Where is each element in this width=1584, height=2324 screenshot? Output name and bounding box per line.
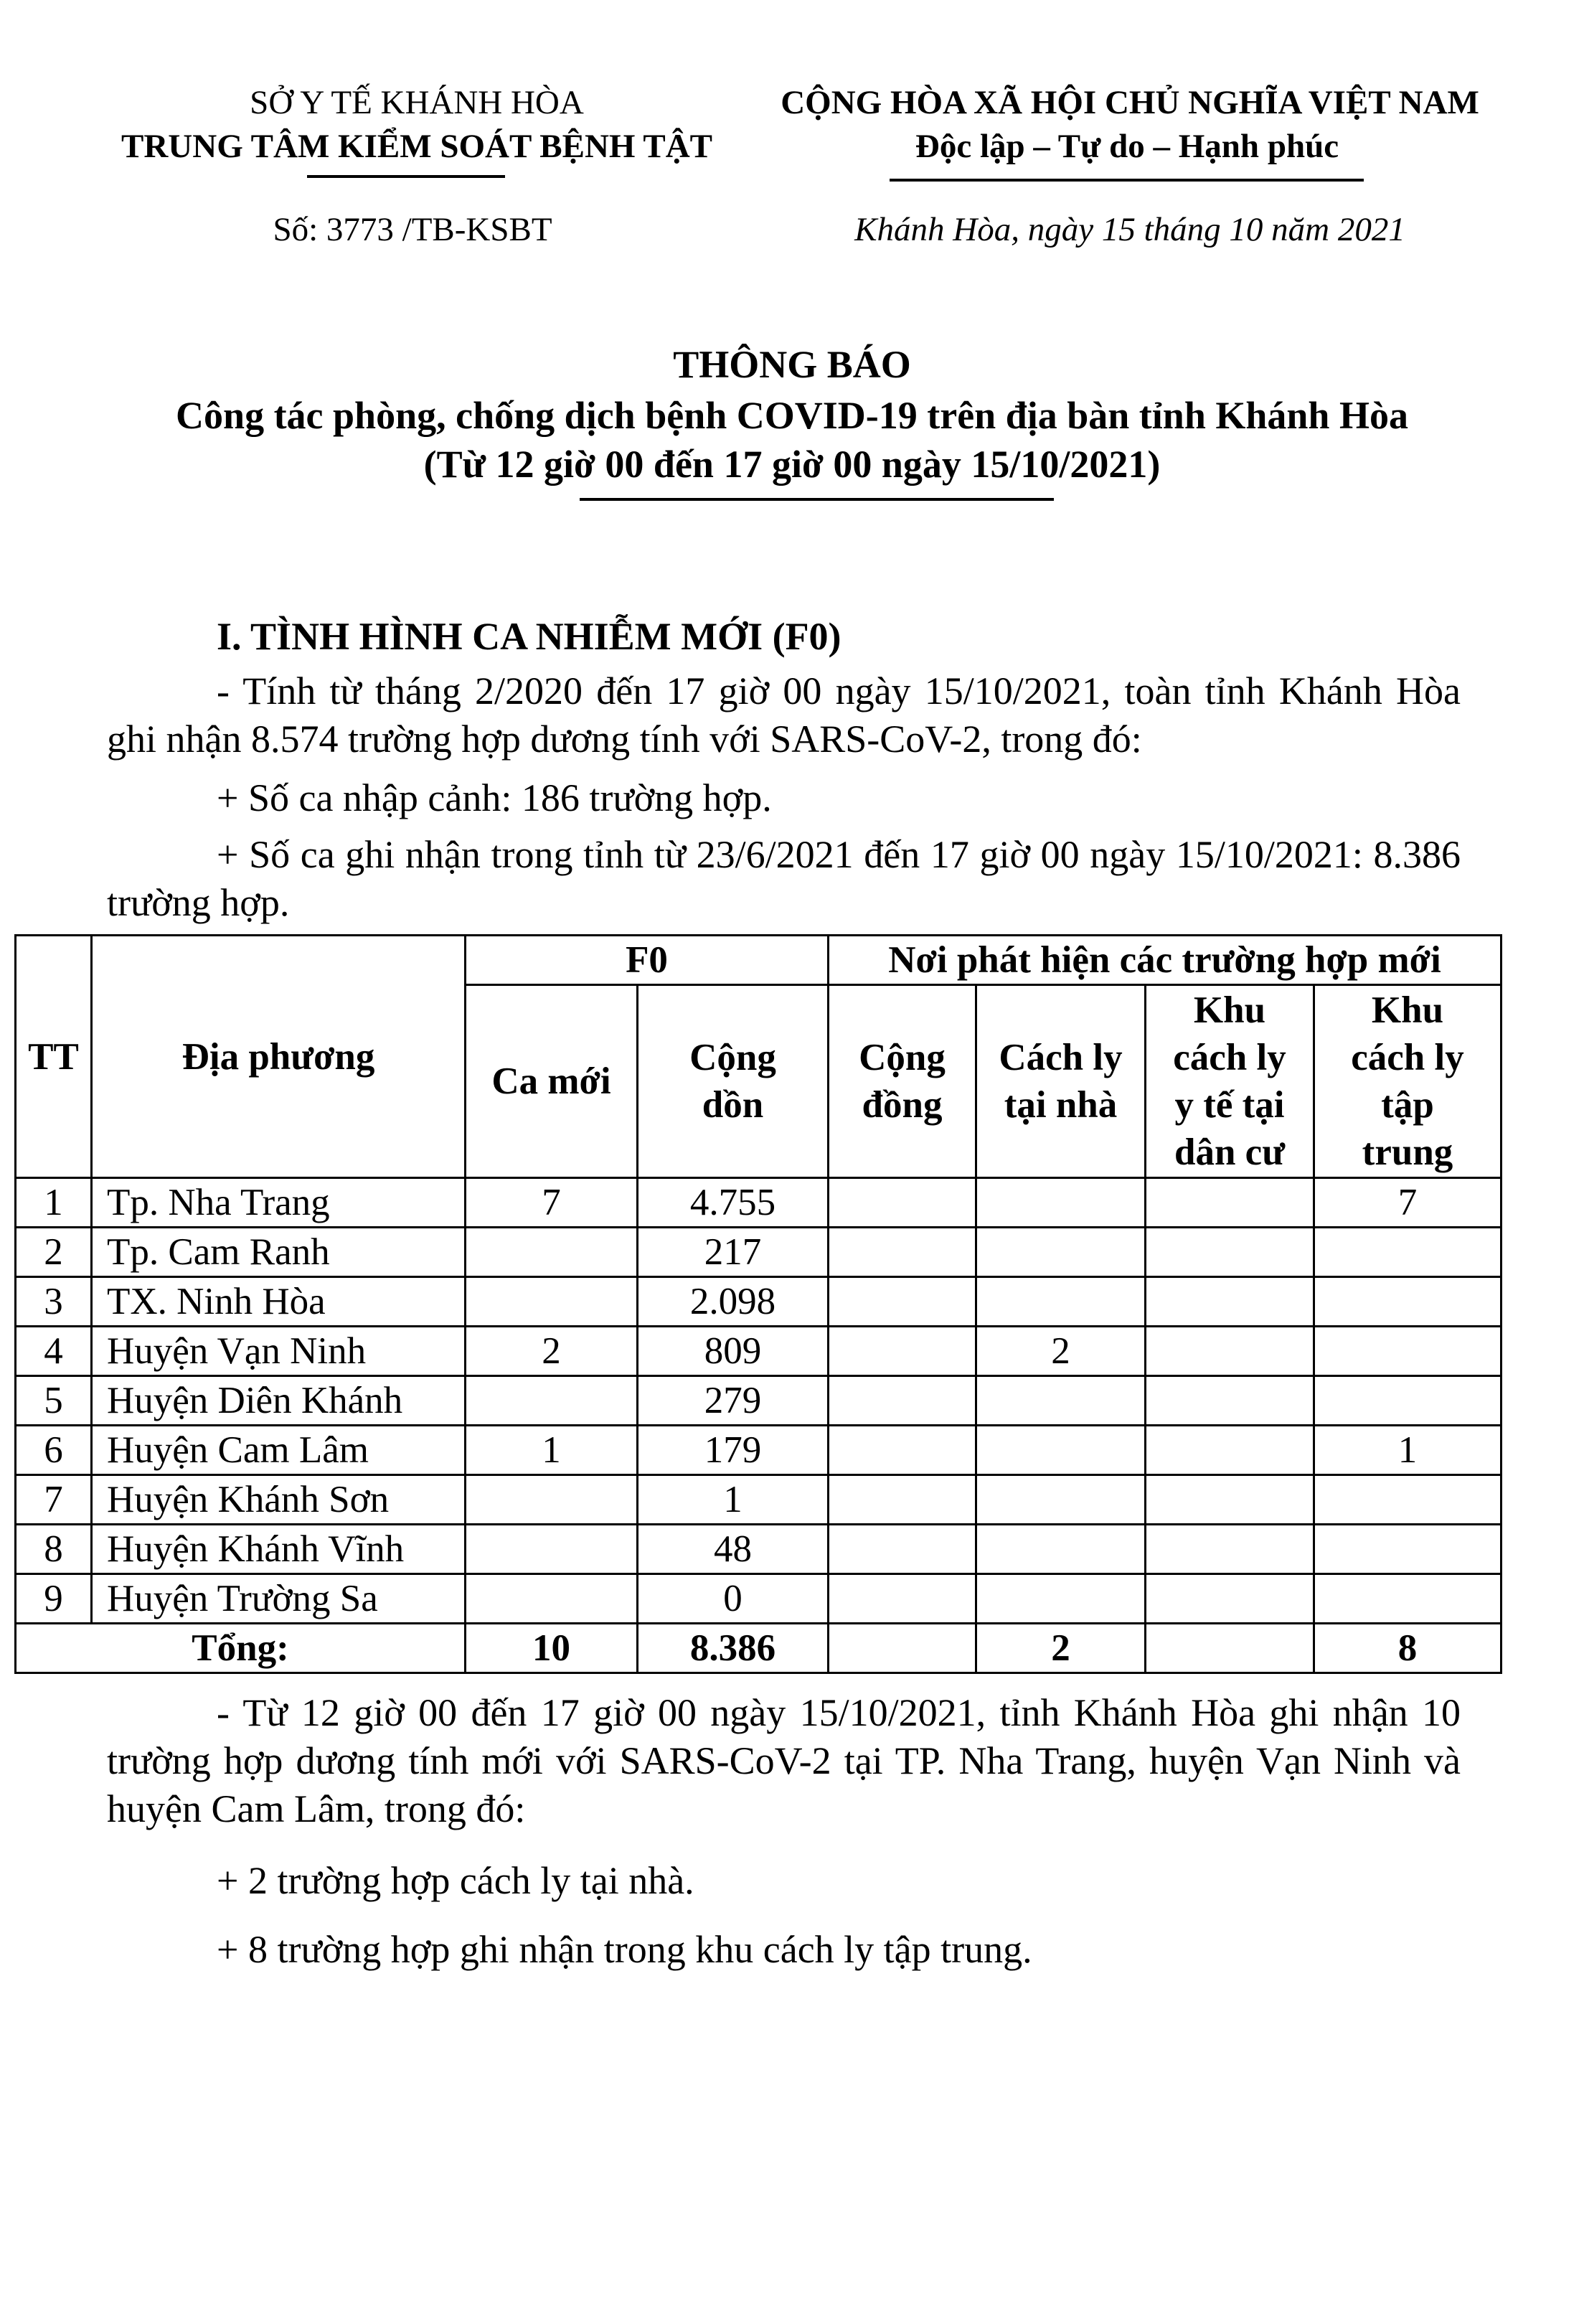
- cell-central: [1314, 1376, 1502, 1426]
- cell-cum: 0: [638, 1574, 829, 1624]
- cell-cum: 217: [638, 1228, 829, 1277]
- cell-central: [1314, 1574, 1502, 1624]
- cell-new: 7: [466, 1178, 638, 1228]
- cell-community: [829, 1376, 976, 1426]
- cell-name: Huyện Trường Sa: [92, 1574, 466, 1624]
- cell-medical: [1146, 1475, 1314, 1525]
- cell-cum: 179: [638, 1426, 829, 1475]
- cell-tt: 7: [16, 1475, 92, 1525]
- cell-cum: 1: [638, 1475, 829, 1525]
- cell-central: [1314, 1277, 1502, 1327]
- total-medical: [1146, 1624, 1314, 1673]
- cell-home: [976, 1525, 1146, 1574]
- cell-home: [976, 1376, 1146, 1426]
- cell-new: [466, 1574, 638, 1624]
- paragraph-home-isolation: [107, 1857, 1461, 1905]
- table-row: [16, 1525, 1502, 1574]
- cell-cum: 809: [638, 1327, 829, 1376]
- table-row: [16, 1426, 1502, 1475]
- total-community: [829, 1624, 976, 1673]
- cell-home: [976, 1574, 1146, 1624]
- paragraph-imported-cases: [107, 774, 1461, 822]
- table-row: [16, 1277, 1502, 1327]
- cell-home: [976, 1475, 1146, 1525]
- header-new-cases: Ca mới: [466, 985, 638, 1178]
- paragraph-text: + 8 trường hợp ghi nhận trong khu cách ly tập trung.: [217, 1928, 1032, 1971]
- document-period: (Từ 12 giờ 00 đến 17 giờ 00 ngày 15/10/2021): [423, 443, 1161, 486]
- cell-name: Huyện Cam Lâm: [92, 1426, 466, 1475]
- cell-cum: 4.755: [638, 1178, 829, 1228]
- table-row: [16, 1327, 1502, 1376]
- header-cumulative: Cộng dồn: [638, 985, 829, 1178]
- place-and-date: Khánh Hòa, ngày 15 tháng 10 năm 2021: [854, 211, 1405, 248]
- table-total-row: [16, 1624, 1502, 1673]
- table-row: [16, 1376, 1502, 1426]
- cell-community: [829, 1178, 976, 1228]
- cell-tt: 2: [16, 1228, 92, 1277]
- header-central-isolation: Khu cách ly tập trung: [1314, 985, 1502, 1178]
- cell-medical: [1146, 1277, 1314, 1327]
- cell-central: [1314, 1228, 1502, 1277]
- cell-tt: 6: [16, 1426, 92, 1475]
- cell-community: [829, 1228, 976, 1277]
- cell-home: [976, 1426, 1146, 1475]
- cell-community: [829, 1277, 976, 1327]
- cell-new: [466, 1525, 638, 1574]
- cell-name: Huyện Vạn Ninh: [92, 1327, 466, 1376]
- cell-community: [829, 1475, 976, 1525]
- cell-home: 2: [976, 1327, 1146, 1376]
- cell-new: [466, 1475, 638, 1525]
- cell-home: [976, 1178, 1146, 1228]
- header-f0-group: F0: [466, 936, 829, 985]
- header-community: Cộng đồng: [829, 985, 976, 1178]
- paragraph-text: + Số ca ghi nhận trong tỉnh từ 23/6/2021 đến 17 giờ 00 ngày 15/10/2021: 8.386 trường hợp.: [107, 833, 1461, 924]
- right-header-underline: [890, 179, 1364, 182]
- cell-tt: 5: [16, 1376, 92, 1426]
- paragraph-local-cases: [107, 831, 1461, 927]
- document-subtitle: Công tác phòng, chống dịch bệnh COVID-19 trên địa bàn tỉnh Khánh Hòa: [176, 394, 1408, 437]
- cell-tt: 9: [16, 1574, 92, 1624]
- cell-medical: [1146, 1178, 1314, 1228]
- header-detection-group: Nơi phát hiện các trường hợp mới: [829, 936, 1502, 985]
- document-number: Số: 3773 /TB-KSBT: [273, 211, 552, 248]
- cell-name: Huyện Khánh Vĩnh: [92, 1525, 466, 1574]
- cell-community: [829, 1525, 976, 1574]
- cell-central: [1314, 1525, 1502, 1574]
- cell-name: Tp. Cam Ranh: [92, 1228, 466, 1277]
- cases-by-locality-table: [14, 934, 1502, 1674]
- cell-home: [976, 1228, 1146, 1277]
- cell-medical: [1146, 1574, 1314, 1624]
- cell-home: [976, 1277, 1146, 1327]
- cell-central: 1: [1314, 1426, 1502, 1475]
- total-cumulative: 8.386: [638, 1624, 829, 1673]
- cell-medical: [1146, 1376, 1314, 1426]
- cell-cum: 48: [638, 1525, 829, 1574]
- section-heading: I. TÌNH HÌNH CA NHIỄM MỚI (F0): [217, 615, 842, 658]
- table-row: [16, 1178, 1502, 1228]
- cell-medical: [1146, 1525, 1314, 1574]
- header-tt: TT: [16, 936, 92, 1178]
- table-row: [16, 1475, 1502, 1525]
- cell-community: [829, 1327, 976, 1376]
- cell-community: [829, 1426, 976, 1475]
- total-central: 8: [1314, 1624, 1502, 1673]
- cell-new: 1: [466, 1426, 638, 1475]
- cell-name: Huyện Khánh Sơn: [92, 1475, 466, 1525]
- cell-new: [466, 1376, 638, 1426]
- national-title: CỘNG HÒA XÃ HỘI CHỦ NGHĨA VIỆT NAM: [781, 84, 1479, 121]
- table-row: [16, 1228, 1502, 1277]
- cell-community: [829, 1574, 976, 1624]
- total-new: 10: [466, 1624, 638, 1673]
- cell-medical: [1146, 1228, 1314, 1277]
- header-home-isolation: Cách ly tại nhà: [976, 985, 1146, 1178]
- agency-name: SỞ Y TẾ KHÁNH HÒA: [250, 84, 584, 121]
- header-locality: Địa phương: [92, 936, 466, 1178]
- national-motto: Độc lập – Tự do – Hạnh phúc: [915, 128, 1339, 165]
- paragraph-text: - Tính từ tháng 2/2020 đến 17 giờ 00 ngày 15/10/2021, toàn tỉnh Khánh Hòa ghi nhận 8.574 trường hợp dương tính với SARS-CoV-2, trong đó:: [107, 669, 1461, 761]
- cell-new: [466, 1277, 638, 1327]
- cell-medical: [1146, 1327, 1314, 1376]
- cell-central: [1314, 1327, 1502, 1376]
- paragraph-text: + Số ca nhập cảnh: 186 trường hợp.: [217, 776, 772, 819]
- cell-tt: 1: [16, 1178, 92, 1228]
- cell-tt: 8: [16, 1525, 92, 1574]
- total-home: 2: [976, 1624, 1146, 1673]
- cell-central: [1314, 1475, 1502, 1525]
- cell-name: TX. Ninh Hòa: [92, 1277, 466, 1327]
- cell-tt: 4: [16, 1327, 92, 1376]
- cell-cum: 279: [638, 1376, 829, 1426]
- cell-medical: [1146, 1426, 1314, 1475]
- table-row: [16, 1574, 1502, 1624]
- paragraph-total-cases: [107, 667, 1461, 763]
- cell-tt: 3: [16, 1277, 92, 1327]
- document-title: THÔNG BÁO: [673, 343, 911, 386]
- paragraph-central-isolation: [107, 1926, 1461, 1974]
- total-label: Tổng:: [16, 1624, 466, 1673]
- cell-central: 7: [1314, 1178, 1502, 1228]
- paragraph-text: + 2 trường hợp cách ly tại nhà.: [217, 1859, 694, 1902]
- cell-cum: 2.098: [638, 1277, 829, 1327]
- unit-name: TRUNG TÂM KIỂM SOÁT BỆNH TẬT: [121, 128, 712, 165]
- cell-name: Tp. Nha Trang: [92, 1178, 466, 1228]
- title-underline: [580, 498, 1054, 501]
- left-header-underline: [307, 175, 505, 178]
- cell-new: [466, 1228, 638, 1277]
- cell-new: 2: [466, 1327, 638, 1376]
- header-medical-isolation: Khu cách ly y tế tại dân cư: [1146, 985, 1314, 1178]
- cell-name: Huyện Diên Khánh: [92, 1376, 466, 1426]
- paragraph-text: - Từ 12 giờ 00 đến 17 giờ 00 ngày 15/10/2021, tỉnh Khánh Hòa ghi nhận 10 trường hợp dương tính mới với SARS-CoV-2 tại TP. Nha Trang, huyện Vạn Ninh và huyện Cam Lâm, trong đó:: [107, 1691, 1461, 1830]
- paragraph-new-cases: [107, 1689, 1461, 1833]
